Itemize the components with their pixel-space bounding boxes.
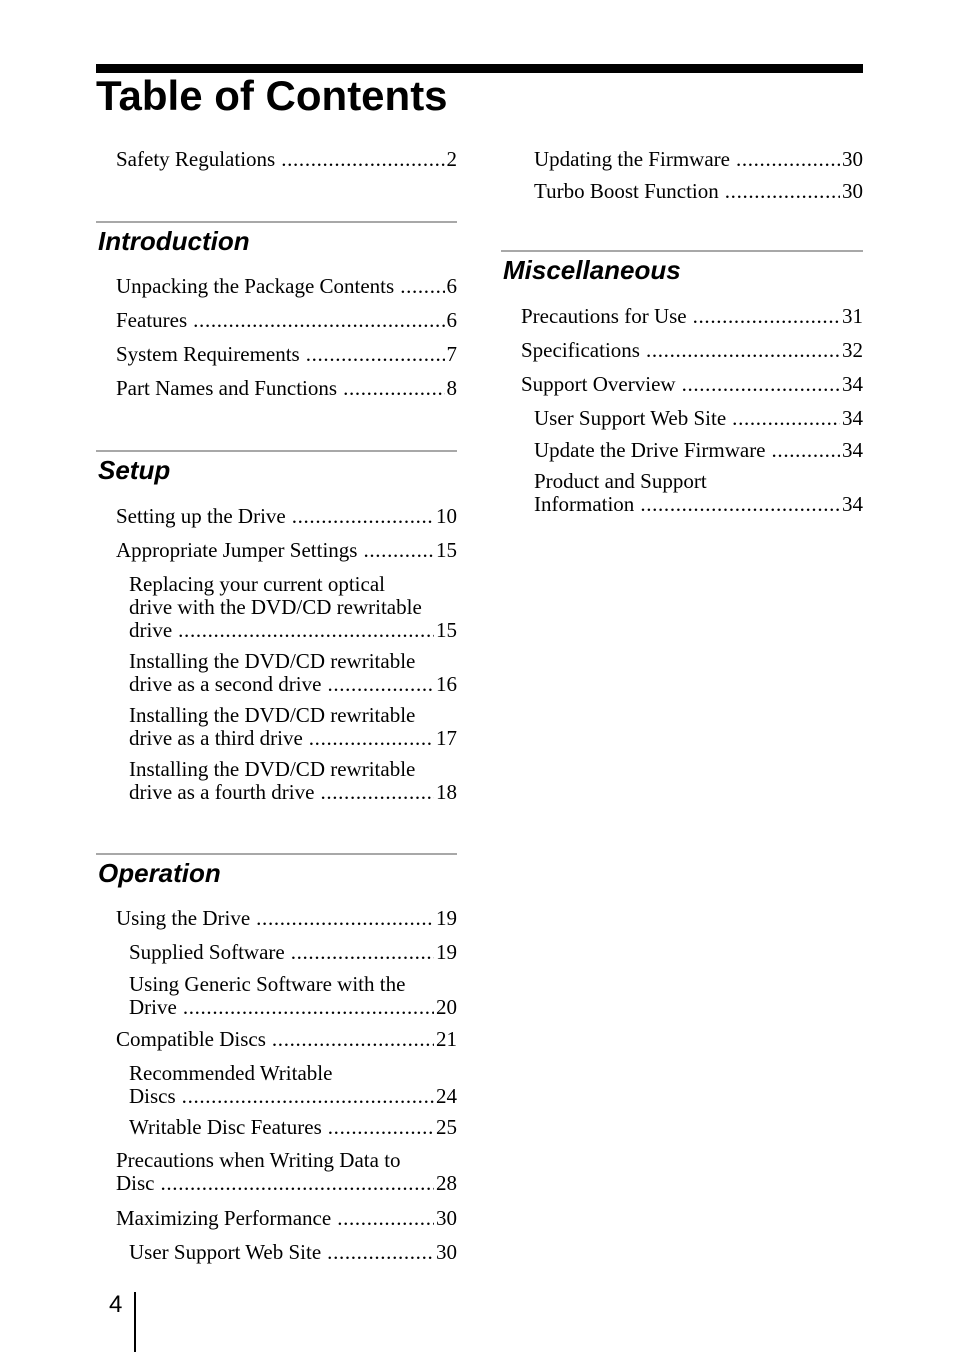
entry-page: 30 [436,1206,457,1230]
entry-text-line: Recommended Writable [129,1061,333,1085]
section-rule [96,450,457,452]
entry-page: 15 [436,538,457,562]
dot-leader [320,781,434,804]
dot-leader [182,1085,434,1108]
entry-text: Part Names and Functions [116,376,338,400]
toc-entry-precautions-use[interactable] [521,305,863,328]
entry-page: 21 [436,1027,457,1051]
toc-entry-maximizing[interactable] [116,1207,457,1230]
toc-entry-replacing-drive[interactable] [129,573,457,642]
toc-entry-installing-second[interactable] [129,650,457,696]
toc-entry-product-support[interactable] [534,470,863,516]
dot-leader [292,505,434,528]
entry-text: drive [129,618,173,642]
entry-page: 34 [842,406,863,430]
entry-text: Safety Regulations [116,147,276,171]
entry-page: 15 [436,618,457,642]
dot-leader [343,377,444,400]
entry-page: 34 [842,372,863,396]
section-heading-setup: Setup [98,455,171,485]
entry-text: User Support Web Site [129,1240,322,1264]
entry-page: 17 [436,726,457,750]
dot-leader [281,148,444,171]
toc-entry-recommended-discs[interactable] [129,1062,457,1108]
entry-text: Appropriate Jumper Settings [116,538,358,562]
section-heading-introduction: Introduction [98,226,250,256]
toc-entry-supplied-software[interactable] [129,941,457,964]
entry-text: Features [116,308,188,332]
entry-text: Update the Drive Firmware [534,438,766,462]
entry-page: 2 [446,147,457,171]
dot-leader [337,1207,434,1230]
toc-entry-safety-regulations[interactable] [116,148,457,171]
entry-page: 19 [436,906,457,930]
entry-text: Support Overview [521,372,676,396]
entry-page: 25 [436,1115,457,1139]
entry-page: 8 [446,376,457,400]
entry-page: 30 [842,147,863,171]
toc-entry-installing-third[interactable] [129,704,457,750]
entry-text: Unpacking the Package Contents [116,274,395,298]
entry-page: 19 [436,940,457,964]
dot-leader [682,373,840,396]
dot-leader [328,1116,434,1139]
toc-entry-update-drive-firmware[interactable] [534,439,863,462]
toc-entry-compatible-discs[interactable] [116,1028,457,1051]
entry-text: Precautions for Use [521,304,687,328]
dot-leader [256,907,434,930]
entry-text-line: Installing the DVD/CD rewritable [129,703,416,727]
dot-leader [309,727,434,750]
entry-text: Writable Disc Features [129,1115,322,1139]
entry-page: 34 [842,492,863,516]
toc-entry-support-overview[interactable] [521,373,863,396]
toc-entry-specifications[interactable] [521,339,863,362]
toc-entry-precautions-writing[interactable] [116,1149,457,1195]
dot-leader [693,305,840,328]
page-number: 4 [109,1291,123,1318]
dot-leader [646,339,840,362]
entry-text: Maximizing Performance [116,1206,332,1230]
entry-page: 20 [436,995,457,1019]
entry-text-line: Installing the DVD/CD rewritable [129,649,416,673]
entry-text-line: drive with the DVD/CD rewritable [129,595,422,619]
dot-leader [736,148,840,171]
toc-entry-installing-fourth[interactable] [129,758,457,804]
entry-text: Setting up the Drive [116,504,286,528]
toc-entry-system-requirements[interactable] [116,343,457,366]
toc-entry-generic-software[interactable] [129,973,457,1019]
dot-leader [291,941,434,964]
entry-page: 28 [436,1171,457,1195]
dot-leader [161,1172,435,1195]
dot-leader [327,1241,434,1264]
entry-page: 24 [436,1084,457,1108]
toc-entry-writable-features[interactable] [129,1116,457,1139]
entry-text: Turbo Boost Function [534,179,719,203]
toc-entry-part-names[interactable] [116,377,457,400]
entry-text: User Support Web Site [534,406,727,430]
entry-page: 18 [436,780,457,804]
section-rule [96,853,457,855]
entry-text: Using the Drive [116,906,251,930]
right-column [501,0,863,1352]
dot-leader [193,309,444,332]
entry-text: Information [534,492,635,516]
entry-text-line: Replacing your current optical [129,572,385,596]
entry-text-line: Product and Support [534,469,707,493]
toc-entry-user-support-left[interactable] [129,1241,457,1264]
toc-entry-setting-up[interactable] [116,505,457,528]
section-rule [96,221,457,223]
entry-page: 31 [842,304,863,328]
entry-text: System Requirements [116,342,300,366]
dot-leader [363,539,434,562]
entry-text: Disc [116,1171,155,1195]
entry-page: 10 [436,504,457,528]
footer-divider [134,1292,136,1352]
entry-text: Drive [129,995,177,1019]
toc-entry-updating-firmware[interactable] [534,148,863,171]
toc-entry-user-support-right[interactable] [534,407,863,430]
entry-page: 6 [446,308,457,332]
entry-page: 30 [436,1240,457,1264]
entry-page: 6 [446,274,457,298]
entry-text: drive as a second drive [129,672,322,696]
section-heading-miscellaneous: Miscellaneous [503,255,681,285]
entry-text: Updating the Firmware [534,147,730,171]
entry-page: 16 [436,672,457,696]
dot-leader [732,407,840,430]
dot-leader [183,996,434,1019]
entry-text-line: Precautions when Writing Data to [116,1148,401,1172]
dot-leader [640,493,840,516]
toc-entry-turbo-boost[interactable] [534,180,863,203]
section-heading-operation: Operation [98,858,221,888]
toc-entry-using-drive[interactable] [116,907,457,930]
toc-entry-jumper-settings[interactable] [116,539,457,562]
entry-text: drive as a third drive [129,726,303,750]
entry-page: 32 [842,338,863,362]
entry-page: 7 [446,342,457,366]
dot-leader [772,439,840,462]
dot-leader [178,619,434,642]
toc-entry-features[interactable] [116,309,457,332]
entry-text: Discs [129,1084,176,1108]
dot-leader [272,1028,434,1051]
entry-text: Supplied Software [129,940,285,964]
toc-entry-unpacking[interactable] [116,275,457,298]
dot-leader [306,343,445,366]
dot-leader [327,673,434,696]
section-rule [501,250,863,252]
entry-page: 34 [842,438,863,462]
dot-leader [400,275,444,298]
entry-text: drive as a fourth drive [129,780,315,804]
page-title: Table of Contents [96,72,448,119]
dot-leader [725,180,840,203]
entry-page: 30 [842,179,863,203]
entry-text: Specifications [521,338,640,362]
left-column [96,0,457,1352]
entry-text-line: Using Generic Software with the [129,972,406,996]
entry-text-line: Installing the DVD/CD rewritable [129,757,416,781]
entry-text: Compatible Discs [116,1027,266,1051]
